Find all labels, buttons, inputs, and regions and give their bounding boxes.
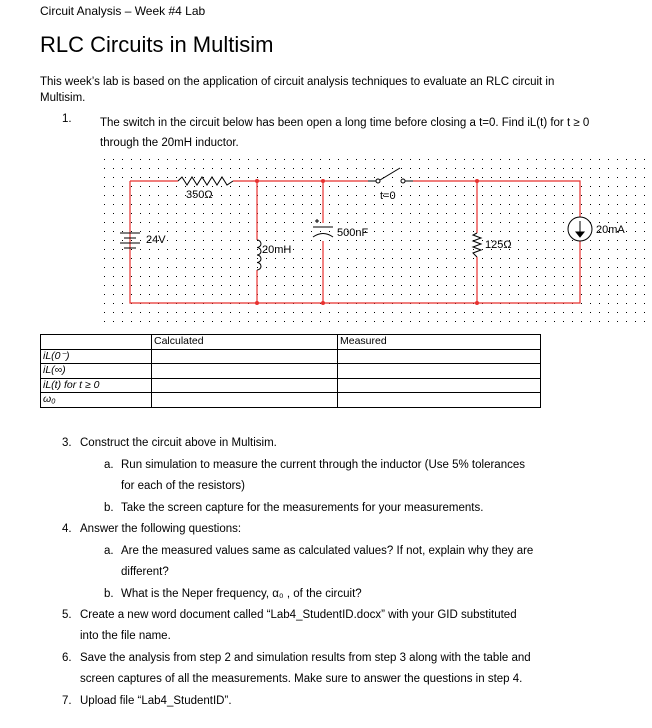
table-row bbox=[41, 378, 541, 393]
measured-cell[interactable] bbox=[338, 378, 541, 393]
calculated-cell[interactable] bbox=[152, 349, 338, 364]
step-3-number: 3. bbox=[62, 437, 72, 449]
table-header-calculated: Calculated bbox=[152, 335, 338, 350]
step-3b-text: Take the screen capture for the measurements for your measurements. bbox=[121, 502, 484, 514]
step-5-number: 5. bbox=[62, 609, 72, 621]
row-label: iL(t) for t ≥ 0 bbox=[41, 378, 152, 393]
step-4a-line2: different? bbox=[121, 566, 169, 578]
step-5-line1: Create a new word document called “Lab4_StudentID.docx” with your GID substituted bbox=[80, 609, 517, 621]
calculated-cell[interactable] bbox=[152, 393, 338, 408]
calculated-cell[interactable] bbox=[152, 378, 338, 393]
step-7-number: 7. bbox=[62, 695, 72, 707]
r2-label: 125Ω bbox=[485, 239, 512, 251]
step-3-text: Construct the circuit above in Multisim. bbox=[80, 437, 277, 449]
step-4b-text: What is the Neper frequency, α₀ , of the circuit? bbox=[121, 588, 362, 600]
row-label: iL(0⁻) bbox=[41, 349, 152, 364]
step-6-number: 6. bbox=[62, 652, 72, 664]
step-4a-line1: Are the measured values same as calculated values? If not, explain why they are bbox=[121, 545, 534, 557]
step-3a-letter: a. bbox=[104, 459, 114, 471]
row-label: iL(∞) bbox=[41, 364, 152, 379]
step-3a-line2: for each of the resistors) bbox=[121, 480, 245, 492]
circuit-schematic bbox=[100, 155, 645, 329]
current-source-symbol bbox=[568, 217, 592, 241]
row-label: ω₀ bbox=[41, 393, 152, 408]
problem-text: The switch in the circuit below has been open a long time before closing a t=0. Find iL(t) for t ≥ 0 through the 20mH inductor. bbox=[100, 117, 590, 149]
r1-label: 350Ω bbox=[186, 189, 213, 201]
measured-cell[interactable] bbox=[338, 349, 541, 364]
voltage-source-label: 24V bbox=[146, 234, 166, 246]
table-row bbox=[41, 393, 541, 408]
step-3a-line1: Run simulation to measure the current through the inductor (Use 5% tolerances bbox=[121, 459, 525, 471]
page-title: RLC Circuits in Multisim bbox=[40, 32, 274, 57]
step-4-number: 4. bbox=[62, 523, 72, 535]
intro-paragraph: This week’s lab is based on the application of circuit analysis techniques to evaluate an RLC circuit in Multisim. bbox=[40, 76, 555, 104]
step-3b-letter: b. bbox=[104, 502, 114, 514]
step-6-line1: Save the analysis from step 2 and simulation results from step 3 along with the table and bbox=[80, 652, 531, 664]
step-5-line2: into the file name. bbox=[80, 630, 171, 642]
step-4a-letter: a. bbox=[104, 545, 114, 557]
table-header-row bbox=[41, 335, 541, 350]
measured-cell[interactable] bbox=[338, 393, 541, 408]
capacitor-label: 500nF bbox=[337, 227, 369, 239]
calculated-cell[interactable] bbox=[152, 364, 338, 379]
current-source-label: 20mA bbox=[596, 224, 625, 236]
results-table bbox=[40, 334, 541, 408]
step-4b-letter: b. bbox=[104, 588, 114, 600]
table-row bbox=[41, 364, 541, 379]
table-row bbox=[41, 349, 541, 364]
inductor-label: 20mH bbox=[262, 244, 292, 256]
step-7-text: Upload file “Lab4_StudentID”. bbox=[80, 695, 232, 707]
measured-cell[interactable] bbox=[338, 364, 541, 379]
step-6-line2: screen captures of all the measurements. Make sure to answer the questions in step 4. bbox=[80, 673, 523, 685]
step-4-text: Answer the following questions: bbox=[80, 523, 242, 535]
table-header-cell bbox=[41, 335, 152, 350]
document-header: Circuit Analysis – Week #4 Lab bbox=[40, 4, 206, 18]
problem-number: 1. bbox=[62, 113, 72, 125]
table-header-measured: Measured bbox=[338, 335, 541, 350]
switch-label: t=0 bbox=[380, 190, 396, 202]
